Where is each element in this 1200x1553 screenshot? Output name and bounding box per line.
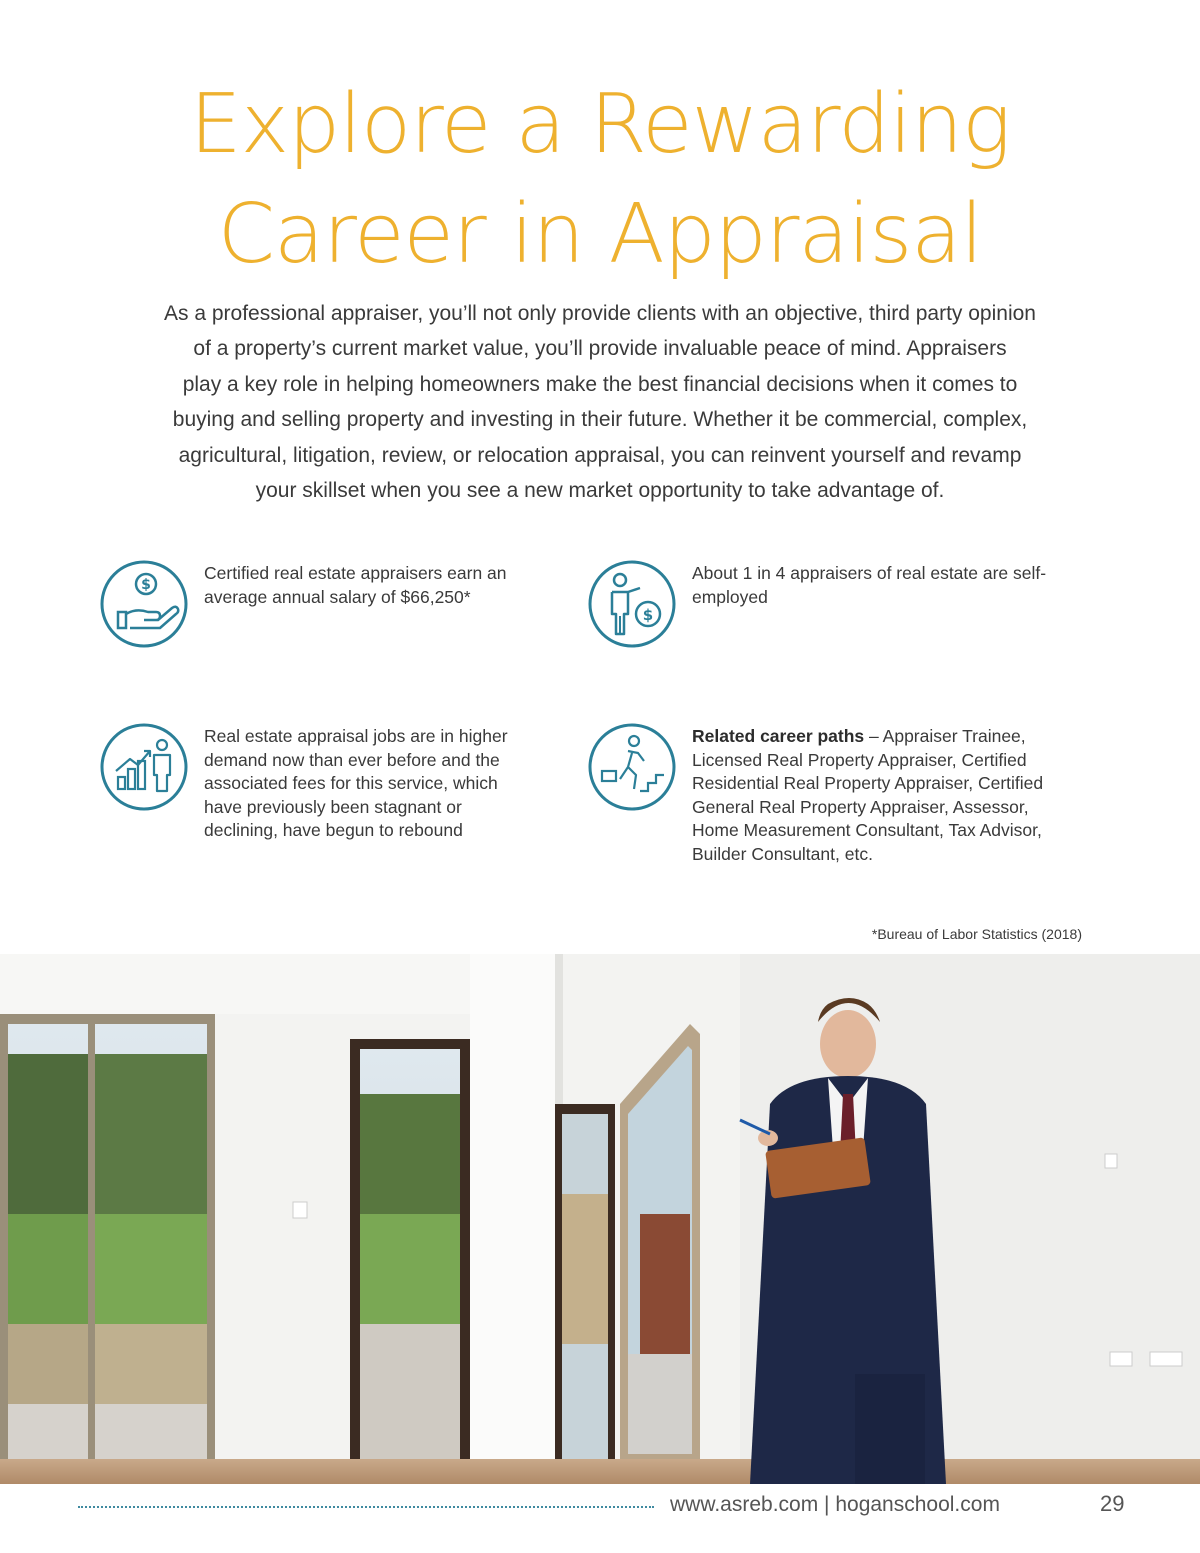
page-title (0, 70, 1200, 290)
stat-demand-text: Real estate appraisal jobs are in higher demand now than ever before and the associated fees for this service, which have previously been stagnant or declining, have begun to rebound (204, 726, 508, 841)
stat-salary-text: Certified real estate appraisers earn an average annual salary of $66,250* (204, 563, 507, 607)
intro-line: agricultural, litigation, review, or relocation appraisal, you can reinvent yourself and revamp (178, 443, 1022, 467)
footer-divider (78, 1506, 654, 1508)
hand-dollar-icon (100, 560, 188, 648)
career-paths-lead: Related career paths (692, 726, 865, 746)
svg-text:$: $ (642, 606, 654, 624)
intro-paragraph (100, 296, 1100, 508)
page-title-line-1: Explore a Rewarding (189, 77, 1011, 172)
intro-line: play a key role in helping homeowners make the best financial decisions when it comes to (182, 372, 1018, 396)
growth-chart-icon (100, 723, 188, 811)
footer-url[interactable]: www.asreb.com | hoganschool.com (670, 1493, 1000, 1516)
intro-line: your skillset when you see a new market opportunity to take advantage of. (255, 479, 945, 503)
stat-self-employed-text: About 1 in 4 appraisers of real estate are self- employed (692, 563, 1047, 607)
career-climb-icon (588, 723, 676, 811)
intro-line: buying and selling property and investing in their future. Whether it be commercial, complex, (172, 408, 1028, 432)
room-illustration (0, 954, 1200, 1484)
photo-appraiser-empty-room (0, 954, 1200, 1484)
intro-line: As a professional appraiser, you’ll not only provide clients with an objective, third party opinion (164, 302, 1036, 325)
stat-career-paths-text: Related career paths – Appraiser Trainee, Licensed Real Property Appraiser, Certified Residential Real Property Appraiser, Certified General Real Property Appraiser, Assessor, Home Measurement Consultant, Tax Advisor, Builder Consultant, etc. (692, 726, 1044, 864)
intro-line: of a property’s current market value, you’ll provide invaluable peace of mind. Appraisers (193, 337, 1007, 361)
footnote: *Bureau of Labor Statistics (2018) (871, 926, 1082, 942)
self-employed-icon (588, 560, 676, 648)
page-title-line-2: Career in Appraisal (217, 187, 983, 282)
svg-text:$: $ (141, 577, 151, 593)
page-number: 29 (1100, 1491, 1125, 1516)
